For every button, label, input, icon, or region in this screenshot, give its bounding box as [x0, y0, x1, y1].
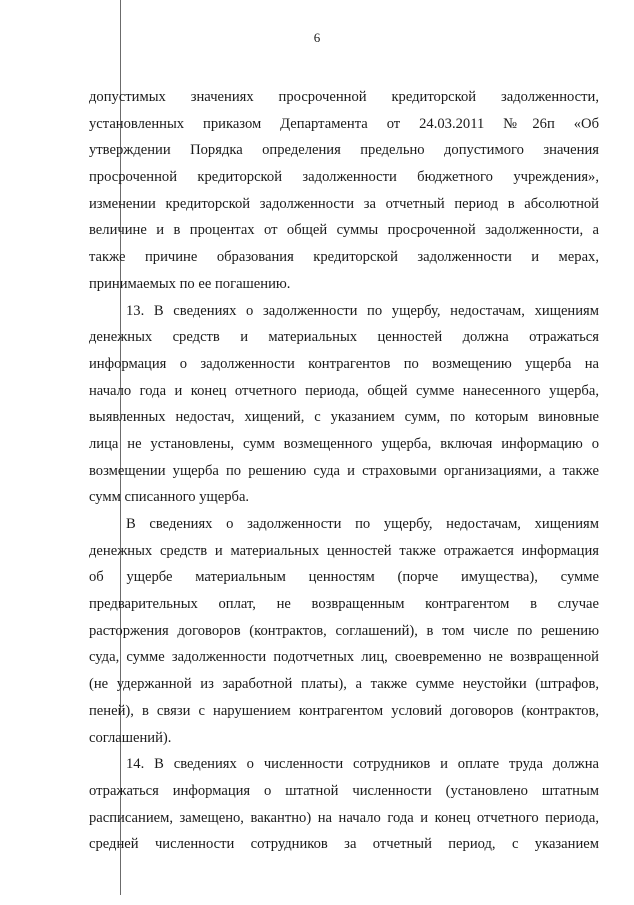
text-line: выявленных недостач, хищений, с указанием сумм, по которым виновные [89, 409, 599, 426]
text-line: принимаемых по ее погашению. [89, 275, 291, 292]
text-line: об ущербе материальным ценностям (порче имущества), сумме [89, 569, 599, 586]
text-line: также причине образования кредиторской задолженности и мерах, [89, 249, 599, 266]
text-line: установленных приказом Департамента от 24.03.2011 №26п «Об [89, 115, 599, 132]
text-line: просроченной кредиторской задолженности бюджетного учреждения», [89, 169, 599, 186]
text-line: средней численности сотрудников за отчетный период, с указанием [89, 836, 599, 853]
text-line: возмещении ущерба по решению суда и страховыми организациями, а также [89, 462, 599, 479]
text-line: утверждении Порядка определения предельно допустимого значения [89, 142, 599, 159]
text-line: предварительных оплат, не возвращенным контрагентом в случае [89, 596, 599, 613]
text-line: сумм списанного ущерба. [89, 489, 250, 506]
text-line: изменении кредиторской задолженности за отчетный период в абсолютной [89, 195, 599, 212]
text-line: информация о задолженности контрагентов по возмещению ущерба на [89, 355, 599, 372]
text-line: лица не установлены, сумм возмещенного ущерба, включая информацию о [89, 435, 599, 452]
text-line: соглашений). [89, 729, 172, 746]
text-line: отражаться информация о штатной численности (установлено штатным [89, 782, 599, 799]
text-line: расторжения договоров (контрактов, соглашений), в том числе по решению [89, 622, 599, 639]
text-line: начало года и конец отчетного периода, общей сумме нанесенного ущерба, [89, 382, 599, 399]
text-line: допустимых значениях просроченной кредиторской задолженности, [89, 89, 599, 105]
text-line: 14. В сведениях о численности сотрудников и оплате труда должна [126, 756, 599, 773]
text-line: денежных средств и материальных ценностей должна отражаться [89, 329, 599, 346]
page-number: 6 [313, 30, 321, 45]
text-line: величине и в процентах от общей суммы просроченной задолженности, а [89, 222, 599, 239]
text-line: суда, сумме задолженности подотчетных лиц, своевременно не возвращенной [89, 649, 599, 666]
text-line: пеней), в связи с нарушением контрагентом условий договоров (контрактов, [89, 702, 599, 719]
text-line: (не удержанной из заработной платы), а также сумме неустойки (штрафов, [89, 676, 599, 693]
text-line: В сведениях о задолженности по ущербу, недостачам, хищениям [126, 516, 599, 532]
document-body [89, 84, 599, 858]
text-line: 13. В сведениях о задолженности по ущербу, недостачам, хищениям [126, 302, 599, 319]
text-line: расписанием, замещено, вакантно) на начало года и конец отчетного периода, [89, 809, 599, 826]
text-line: денежных средств и материальных ценностей также отражается информация [89, 542, 599, 559]
